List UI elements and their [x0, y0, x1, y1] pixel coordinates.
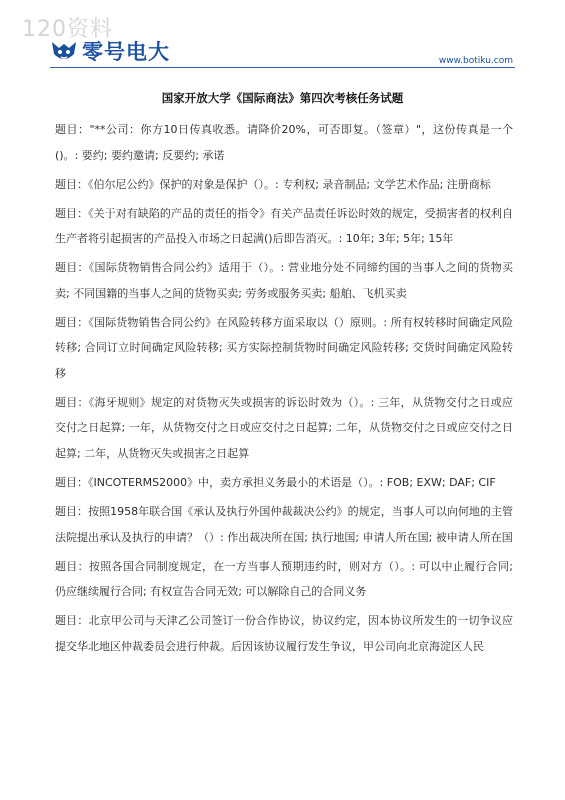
logo-text: 零号电大 [82, 40, 170, 64]
question-paragraph: 题目：《国际货物销售合同公约》适用于（）。: 营业地分处不同缔约国的当事人之间的货物买卖; 不同国籍的当事人之间的货物买卖; 劳务或服务买卖; 船舶、飞机买卖 [55, 261, 513, 300]
header-divider [50, 67, 515, 68]
question-paragraph: 题目：《国际货物销售合同公约》在风险转移方面采取以（）原则。: 所有权转移时间确定风险转移; 合同订立时间确定风险转移; 买方实际控制货物时间确定风险转移; 交货时间确定风险转移 [55, 315, 513, 380]
watermark: 120资料 [22, 17, 113, 42]
question-paragraph: 题目："**公司：你方10日传真收悉。请降价20%，可否即复。（签章）"，这份传真是一个()。: 要约; 要约邀请; 反要约; 承诺 [55, 123, 513, 162]
question-paragraph: 题目：北京甲公司与天津乙公司签订一份合作协议，协议约定，因本协议所发生的一切争议应提交华北地区仲裁委员会进行仲裁。后因该协议履行发生争议，甲公司向北京海淀区人民 [55, 614, 513, 653]
question-paragraph: 题目：按照1958年联合国《承认及执行外国仲裁裁决公约》的规定，当事人可以向何地的主管法院提出承认及执行的申请？（）: 作出裁决所在国; 执行地国; 申请人所在国; 被申请人所在国 [55, 505, 513, 544]
page-header [0, 0, 565, 80]
question-paragraph: 题目：《伯尔尼公约》保护的对象是保护（）。: 专利权; 录音制品; 文学艺术作品; 注册商标 [55, 177, 491, 191]
site-url-link[interactable]: www.botiku.com [438, 56, 513, 66]
question-paragraph: 题目：《INCOTERMS2000》中，卖方承担义务最小的术语是（）。: FOB; EXW; DAF; CIF [55, 476, 496, 490]
question-paragraph: 题目：《海牙规则》规定的对货物灭失或损害的诉讼时效为（）。: 三年，从货物交付之日或应交付之日起算; 一年，从货物交付之日或应交付之日起算; 二年，从货物交付之日或应交付之日起算; 二年，从货物灭失或损害之日起算 [55, 395, 513, 461]
fox-logo-icon [50, 38, 78, 64]
question-paragraph: 题目：按照各国合同制度规定，在一方当事人预期违约时，则对方（）。: 可以中止履行合同; 仍应继续履行合同; 有权宣告合同无效; 可以解除自己的合同义务 [55, 559, 513, 599]
question-list [55, 117, 513, 663]
site-logo[interactable] [50, 38, 170, 64]
question-paragraph: 题目：《关于对有缺陷的产品的责任的指令》有关产品责任诉讼时效的规定，受损害者的权利自生产者将引起损害的产品投入市场之日起满()后即告消灭。: 10年; 3年; 5年; 15年 [55, 206, 513, 246]
document-title: 国家开放大学《国际商法》第四次考核任务试题 [161, 91, 404, 105]
